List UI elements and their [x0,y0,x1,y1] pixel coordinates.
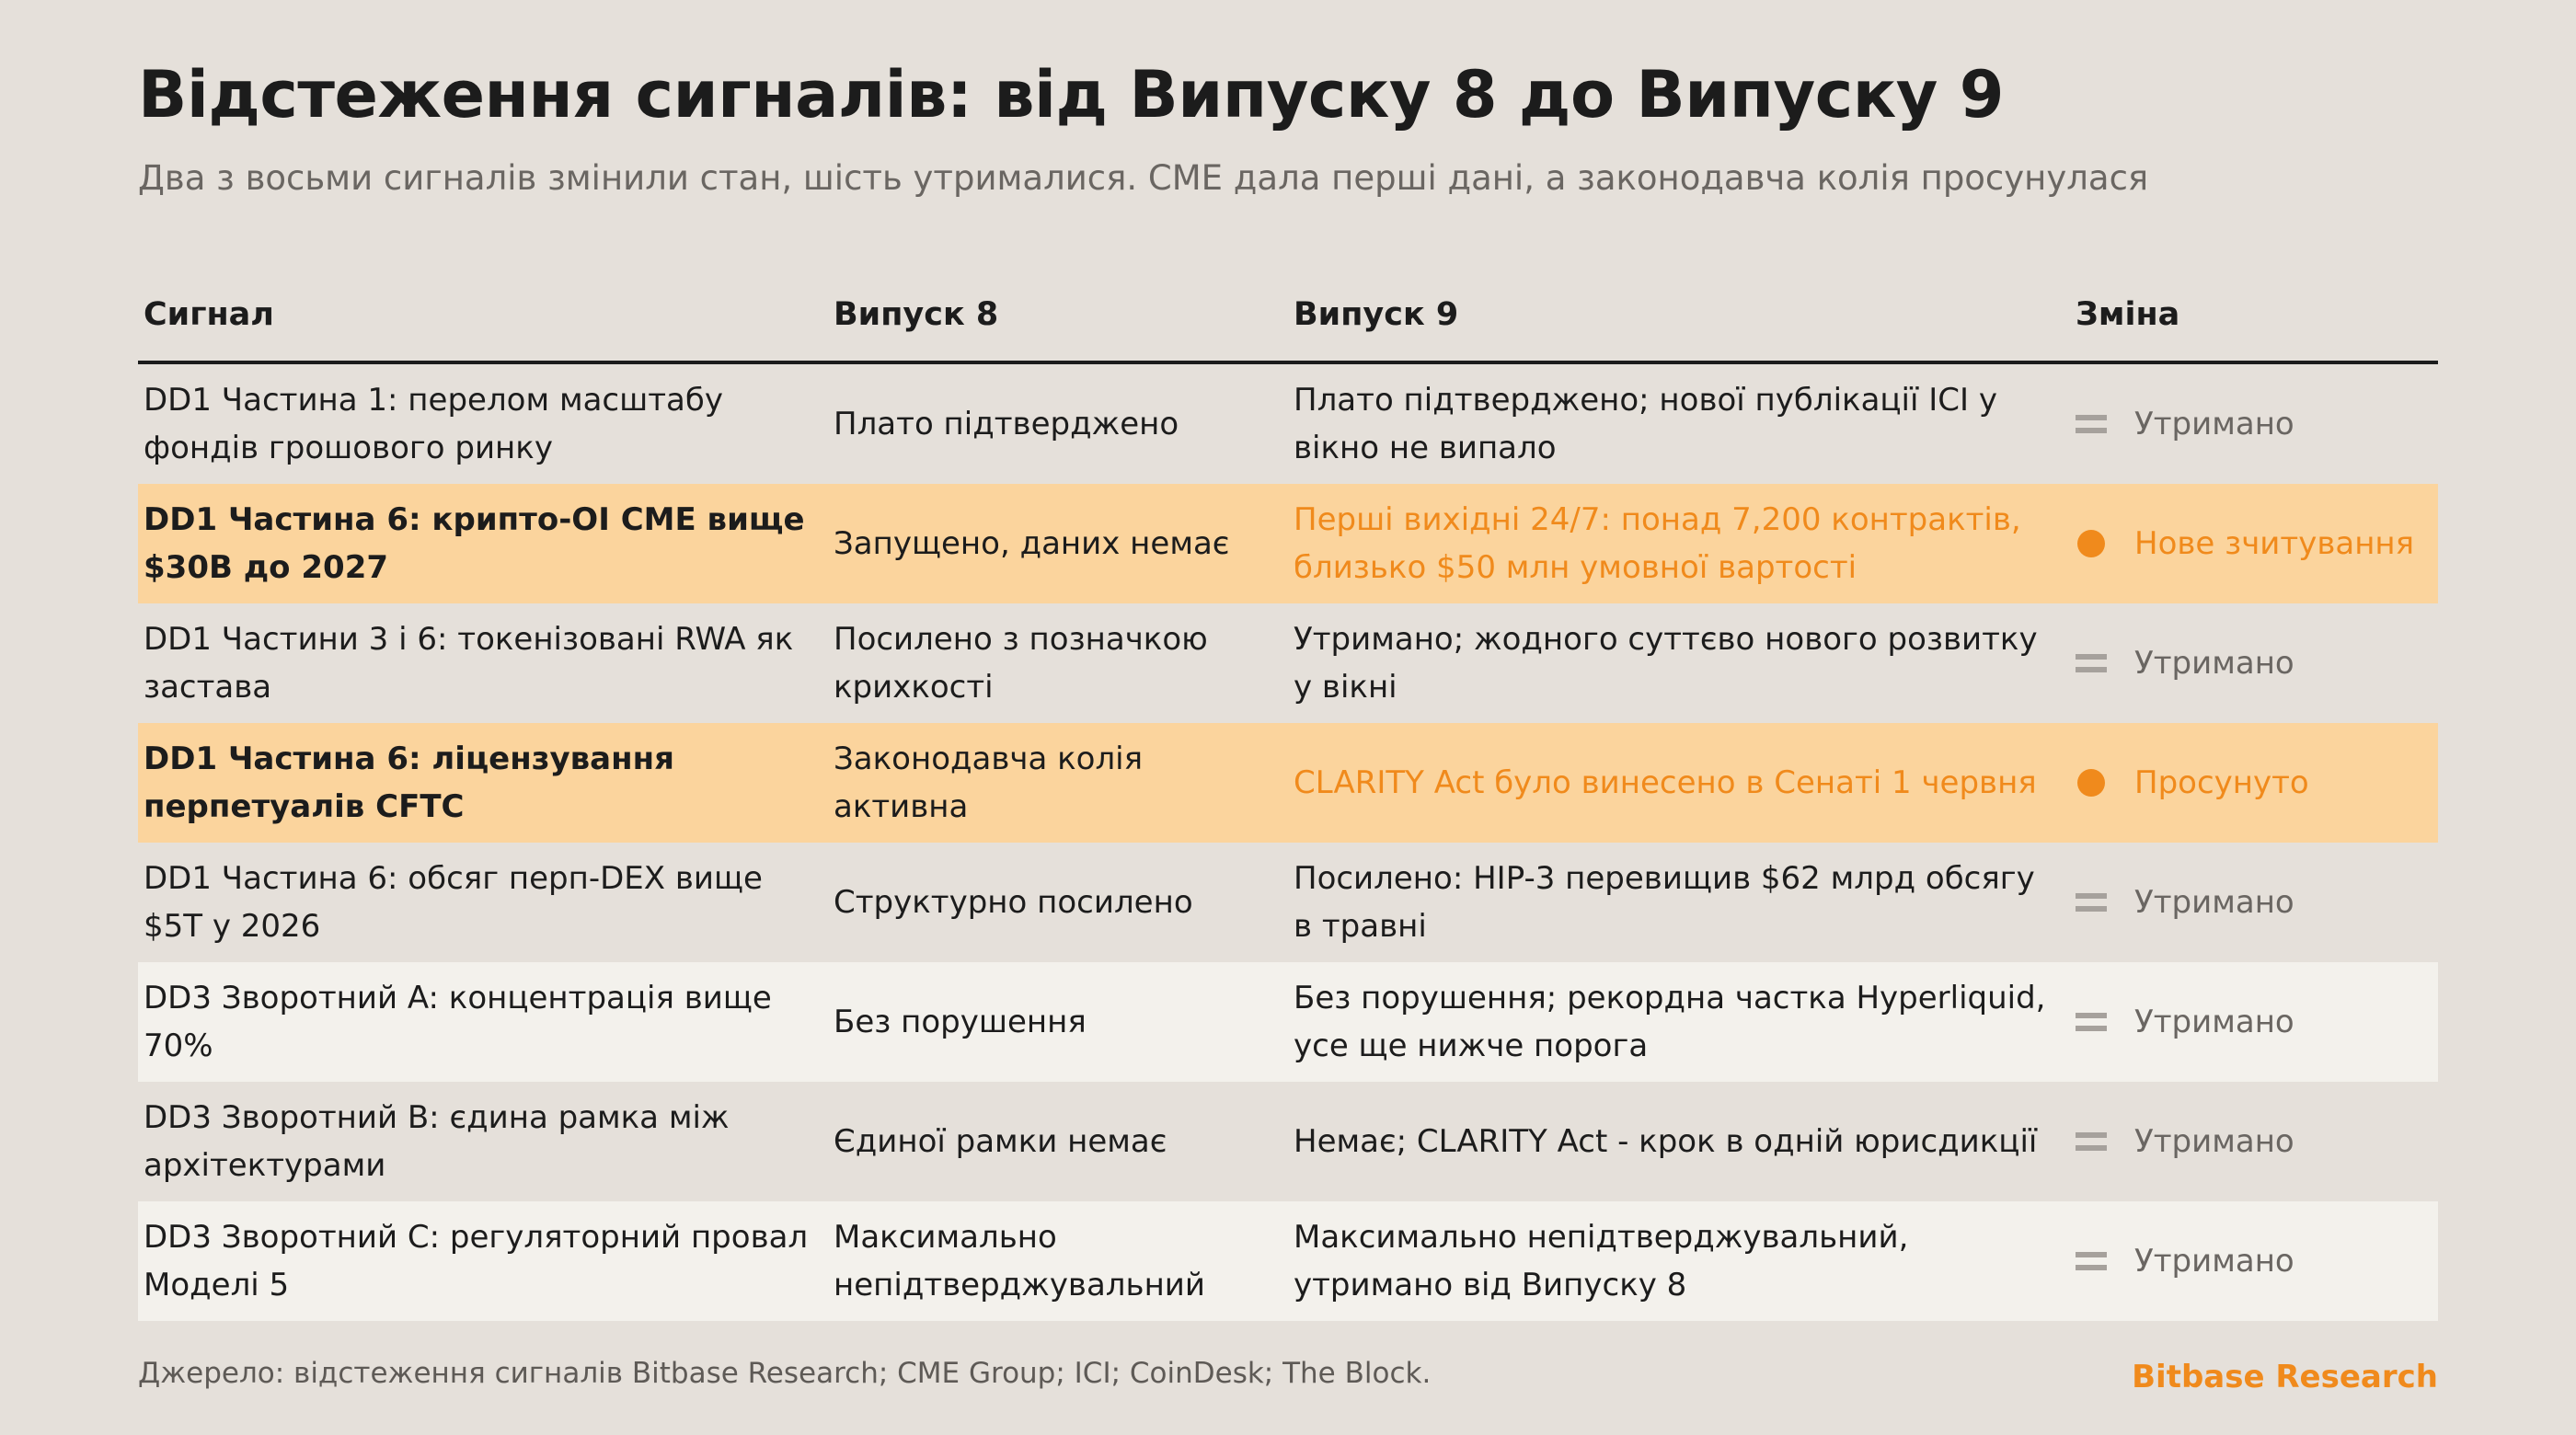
change-label: Утримано [2134,1243,2294,1280]
cell-issue-9: Немає; CLARITY Act - крок в одній юрисдикції [1294,1123,2038,1160]
page-subtitle: Два з восьми сигналів змінили стан, шість утрималися. CME дала перші дані, а законодавча колія просунулася [138,158,2149,198]
cell-change [2070,520,2438,568]
equals-icon [2070,645,2134,682]
cell-issue-8: Максимально непідтверджувальний [834,1219,1205,1303]
cell-change [2070,759,2438,807]
equals-icon [2070,884,2134,921]
table-row [138,843,2438,962]
table-row [138,484,2438,603]
brand-logo-text: Bitbase Research [2132,1359,2438,1395]
cell-issue-9: Посилено: HIP-3 перевищив $62 млрд обсягу в травні [1294,860,2035,945]
cell-issue-9: Максимально непідтверджувальний, утримано від Випуску 8 [1294,1219,1909,1303]
cell-signal: DD1 Частина 6: ліцензування перпетуалів CFTC [144,740,674,825]
cell-change [2070,878,2438,926]
cell-signal: DD1 Частина 6: крипто-OI CME вище $30B до 2027 [144,501,805,586]
table-row [138,962,2438,1082]
cell-issue-8: Посилено з позначкою крихкості [834,621,1208,706]
cell-signal: DD3 Зворотний C: регуляторний провал Моделі 5 [144,1219,809,1303]
equals-icon [2070,1243,2134,1280]
table-header [138,269,2438,364]
change-label: Утримано [2134,1004,2294,1040]
header-issue-9: Випуск 9 [1294,296,1459,333]
change-label: Утримано [2134,406,2294,442]
cell-issue-9: Плато підтверджено; нової публікації ICI у вікно не випало [1294,382,1997,466]
cell-issue-9: Утримано; жодного суттєво нового розвитку у вікні [1294,621,2038,706]
cell-issue-8: Плато підтверджено [834,406,1179,442]
cell-issue-8: Без порушення [834,1004,1087,1040]
cell-signal: DD1 Частини 3 і 6: токенізовані RWA як застава [144,621,794,706]
cell-signal: DD3 Зворотний B: єдина рамка між архітектурами [144,1099,730,1184]
equals-icon [2070,1004,2134,1040]
dot-icon [2070,525,2134,562]
cell-change [2070,400,2438,448]
dot-icon [2070,764,2134,801]
equals-icon [2070,406,2134,442]
page-title: Відстеження сигналів: від Випуску 8 до Випуску 9 [138,57,2005,132]
table-row [138,364,2438,484]
cell-change [2070,998,2438,1046]
cell-issue-9: Перші вихідні 24/7: понад 7,200 контрактів, близько $50 млн умовної вартості [1294,501,2021,586]
equals-icon [2070,1123,2134,1160]
table-row [138,603,2438,723]
source-note: Джерело: відстеження сигналів Bitbase Research; CME Group; ICI; CoinDesk; The Block. [138,1357,1432,1390]
change-label: Утримано [2134,645,2294,682]
cell-issue-8: Запущено, даних немає [834,525,1230,562]
header-signal: Сигнал [144,296,274,333]
cell-signal: DD3 Зворотний A: концентрація вище 70% [144,980,772,1064]
change-label: Утримано [2134,884,2294,921]
table-row [138,1201,2438,1321]
cell-issue-8: Структурно посилено [834,884,1193,921]
cell-issue-8: Законодавча колія активна [834,740,1144,825]
cell-issue-9: CLARITY Act було винесено в Сенаті 1 червня [1294,764,2037,801]
cell-change [2070,1237,2438,1285]
table-row [138,1082,2438,1201]
cell-change [2070,639,2438,687]
cell-issue-9: Без порушення; рекордна частка Hyperliquid, усе ще нижче порога [1294,980,2046,1064]
cell-issue-8: Єдиної рамки немає [834,1123,1167,1160]
table-body [138,364,2438,1321]
page [138,0,2438,1435]
header-change: Зміна [2076,296,2180,333]
change-label: Нове зчитування [2134,525,2415,562]
header-issue-8: Випуск 8 [834,296,999,333]
cell-signal: DD1 Частина 1: перелом масштабу фондів грошового ринку [144,382,723,466]
cell-change [2070,1118,2438,1165]
change-label: Утримано [2134,1123,2294,1160]
signal-table [138,269,2438,1321]
table-row [138,723,2438,843]
cell-signal: DD1 Частина 6: обсяг перп-DEX вище $5T у 2026 [144,860,763,945]
change-label: Просунуто [2134,764,2309,801]
